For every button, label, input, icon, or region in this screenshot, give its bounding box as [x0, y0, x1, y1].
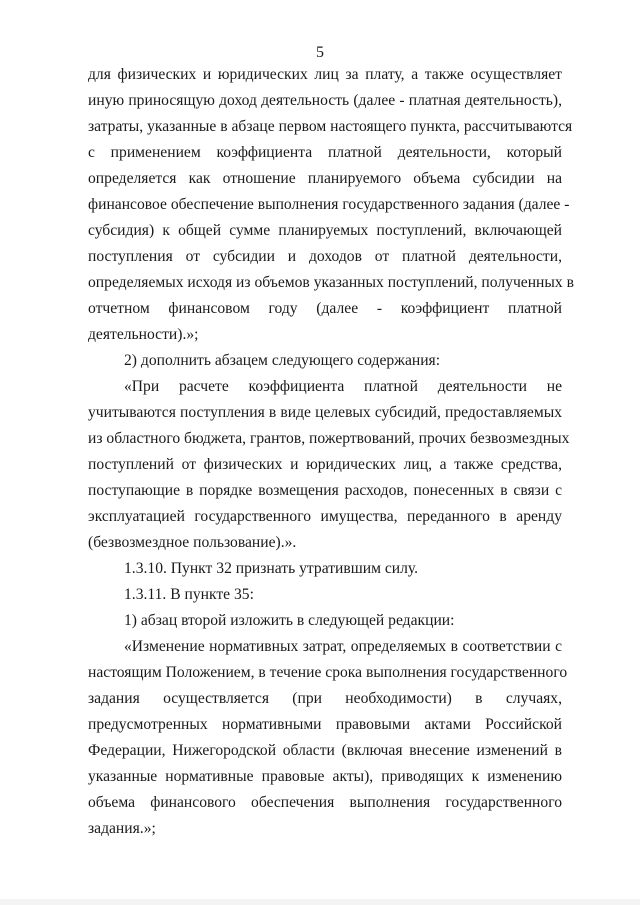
text-line: «Изменение нормативных затрат, определяемых в соответствии с: [124, 638, 562, 655]
text-line: задания осуществляется (при необходимости) в случаях,: [88, 690, 562, 707]
text-line: указанные нормативные правовые акты), приводящих к изменению: [88, 768, 562, 785]
text-line: поступлений от физических и юридических лиц, а также средства,: [88, 456, 562, 473]
text-line: поступления от субсидии и доходов от платной деятельности,: [88, 248, 562, 265]
text-line: иную приносящую доход деятельность (далее - платная деятельность),: [88, 92, 562, 109]
text-line: (безвозмездное пользование).».: [88, 534, 297, 551]
text-line: 1.3.11. В пункте 35:: [124, 586, 254, 603]
text-line: субсидия) к общей сумме планируемых поступлений, включающей: [88, 222, 562, 239]
text-line: задания.»;: [88, 820, 156, 837]
text-line: эксплуатацией государственного имущества, переданного в аренду: [88, 508, 562, 525]
text-line: 1) абзац второй изложить в следующей редакции:: [124, 612, 455, 629]
text-line: отчетном финансовом году (далее - коэффициент платной: [88, 300, 562, 317]
text-line: Федерации, Нижегородской области (включая внесение изменений в: [88, 742, 562, 759]
text-line: для физических и юридических лиц за плату, а также осуществляет: [88, 66, 562, 83]
page-bottom-edge: [0, 899, 640, 905]
text-line: «При расчете коэффициента платной деятельности не: [124, 378, 562, 395]
text-line: 1.3.10. Пункт 32 признать утратившим силу.: [124, 560, 419, 577]
text-line: с применением коэффициента платной деятельности, который: [88, 144, 562, 161]
text-line: определяемых исходя из объемов указанных поступлений, полученных в: [88, 274, 574, 291]
text-line: затраты, указанные в абзаце первом настоящего пункта, рассчитываются: [88, 118, 573, 135]
text-line: поступающие в порядке возмещения расходов, понесенных в связи с: [88, 482, 562, 499]
text-line: деятельности).»;: [88, 326, 199, 343]
text-line: объема финансового обеспечения выполнения государственного: [88, 794, 562, 811]
text-line: 2) дополнить абзацем следующего содержания:: [124, 352, 441, 369]
page-number: 5: [316, 44, 324, 61]
text-line: из областного бюджета, грантов, пожертвований, прочих безвозмездных: [88, 430, 570, 447]
text-line: предусмотренных нормативными правовыми актами Российской: [88, 716, 562, 733]
text-line: финансовое обеспечение выполнения государственного задания (далее -: [88, 196, 570, 213]
text-line: настоящим Положением, в течение срока выполнения государственного: [88, 664, 568, 681]
text-line: определяется как отношение планируемого объема субсидии на: [88, 170, 562, 187]
text-line: учитываются поступления в виде целевых субсидий, предоставляемых: [88, 404, 562, 421]
